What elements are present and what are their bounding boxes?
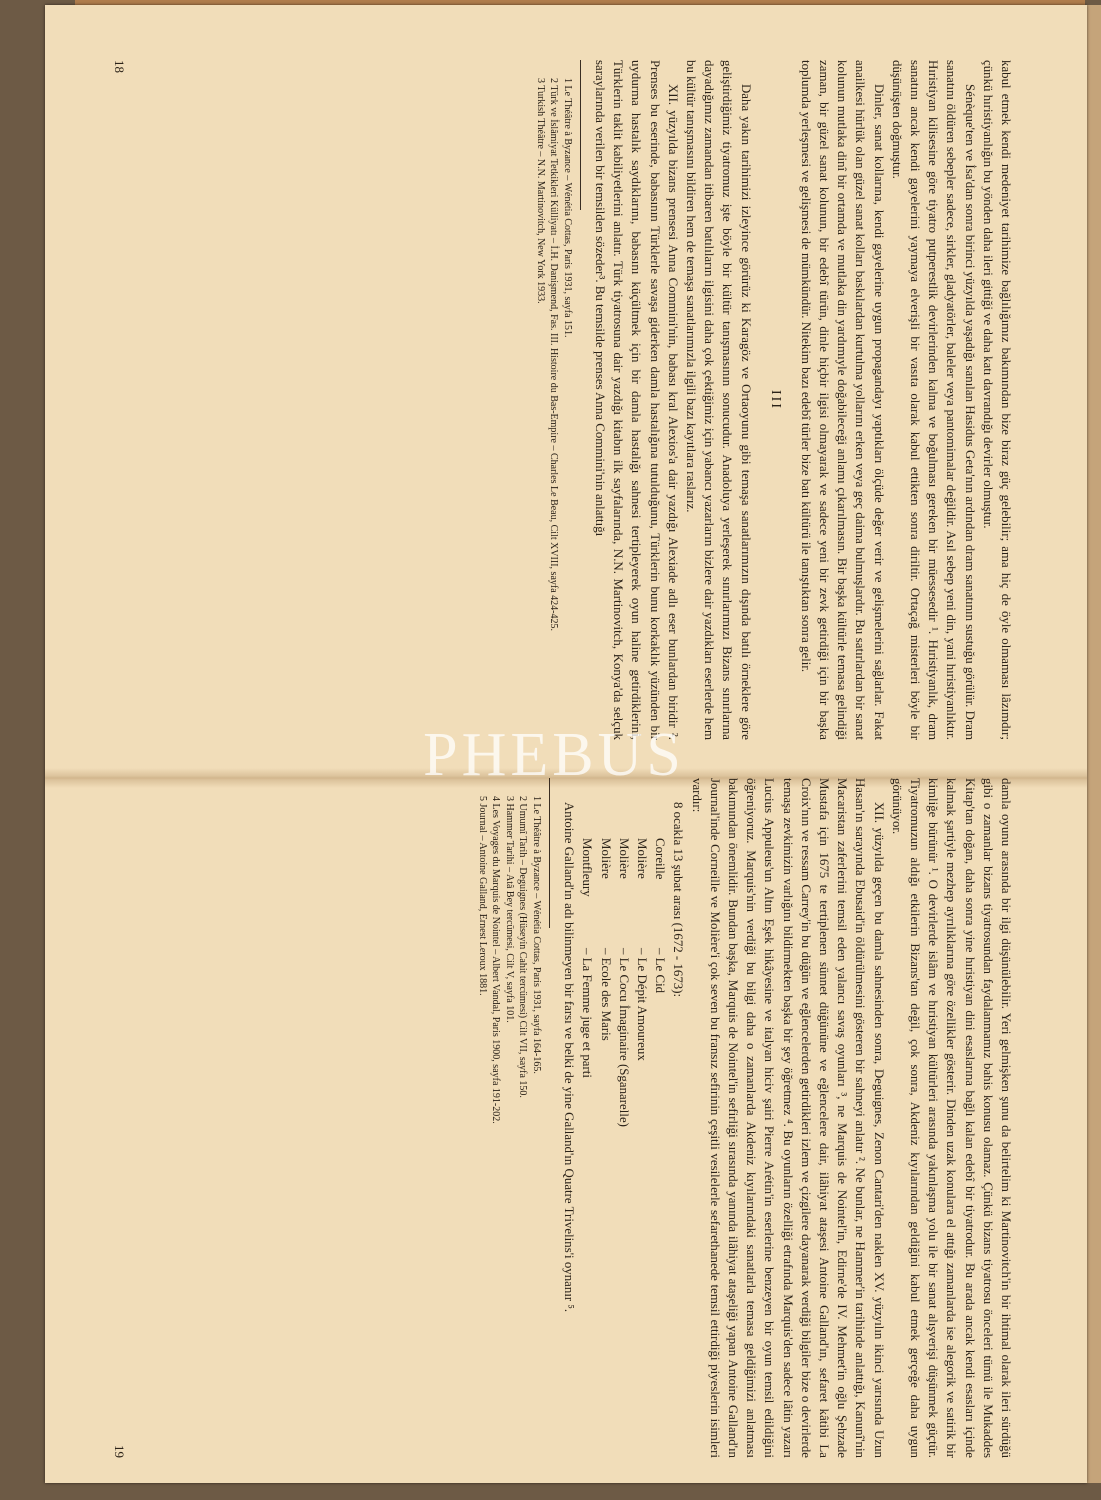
footnote: 2 Umumî Tarih – Deguignes (Hüseyin Cahit tercümesi) Cilt VII, sayfa 150. [517, 796, 529, 1098]
play-author: Molière [598, 838, 613, 879]
play-title: – Le Cocu İmaginaire (Sganarelle) [616, 948, 631, 1127]
footnote: 3 Hammer Tarihi – Atâ Bey tercümesi, Cilt V, sayfa 101. [503, 796, 515, 1023]
paragraph: Dinler, sanat kollarına, kendi gayelerine uygun propagandayı yaptıkları ölçüde değer verir ve gelişmelerini sağlarlar. Fakat anailkesi hürlük olan güzel sanat kolları baskılardan kurtulma yollarını erken veya geç daima bulmuşlardır. Bu satırlardan bir sanat kolunun mutlaka dinî bir ortamda ve mutlaka din yardımıyle doğabileceği anlamı çıkarılmasın. Bir başka kültürle temasa gelindiği zaman, bir güzel sanat kolunun, bir edebî türün, dinle hiçbir ilgisi olmayarak ve sadece yeni bir zevk getirdiği için bir başka toplumda yerleşmesi ve gelişmesi de mümkündür. Nitekim bazı edebî türler bize batı kültürü ile tanıştıktan sonra gelir. [798, 60, 886, 740]
paragraph: XII. yüzyılda geçen bu damla sahnesinden sonra, Deguignes, Zenon Cantari'den naklen XV. yüzyılın ikinci yarısında Uzun Hasan'ın sarayında Ebusaid'in öldürülmesini gösteren bir sahneyi anlatır ². Ne bunlar, ne Hammer'in tarihinde anlattığı, Kanunî'nin Macaristan zaferlerini temsil eden yalancı savaş oyunları ³, ne Marquis de Nointel'in, Edirne'de IV. Mehmet'in oğlu Şehzade Mustafa için 1675 te tertiplenen sünnet düğününe ve eğlencelere dair, ilâhiyat ataşesi Antoine Galland'ın, sefaret kâtibi La Croix'nın ve ressam Carrey'in bu düğün ve eğlencelerden getirdikleri izlem ve çizgilere dayanarak verdiği bilgiler bize o devirlerde temaşa zevkimizin varlığını bildirmekten başka bir şey öğretmez ⁴. Bu oyunların özelliği etrafında Marquis'den sadece lâtin yazarı Lucius Appuleus'un Altın Eşek hikâyesine ve italyan hiciv şairi Pierre Arétin'in eserlerine benzeyen bir oyun temsil edildiğini öğreniyoruz. Marquis'nin verdiği bu bilgi daha o zamanlarda Akdeniz kıyılarındaki sanatlarla temasa geldiğimizi anlatması bakımından önemlidir. Bundan başka, Marquis de Nointel'in sefirliği sırasında yanında ilâhiyat ataşeliği yapan Antoine Galland'ın Journal'inde Corneille ve Molière'i çok seven bu fransız sefirinin çeşitli vesilelerle sefarethanede temsil ettirdiği piyeslerin isimleri vardır: [689, 778, 886, 1458]
list-item [596, 838, 614, 1458]
footnote-divider [580, 60, 581, 210]
list-item [615, 838, 633, 1458]
watermark: PHEBUS [423, 721, 685, 789]
page-19-text [95, 778, 1015, 1458]
footnote: 5 Journal – Antoine Galland, Ernest Leroux 1881. [476, 796, 488, 996]
paragraph: XII. yüzyılda bizans prensesi Anna Commini'nin, babası kral Alexios'a dair yazdığı Alexiade adlı eser bunlardan biridir ². Prenses bu eserinde, babasının Türklerle savaşa giderken damla hastalığına tutulduğunu, Türklerin bunu korkaklık yüzünden bir uydurma hastalık saydıklarını, babasını küçültmek için bir damla hastalığı sahnesi tertipleyerek oyun haline getirdiklerini, Türklerin taklit kabiliyetlerini anlatır. Türk tiyatrosuna dair yazdığı kitabın ilk sayfalarında, N.N. Martinovitch, Konya'da selçuk saraylarında verilen bir temsilden sözeder³. Bu temsilde prenses Anna Commini'nin anlattığı [592, 60, 680, 740]
paragraph: damla oyunu arasında bir ilgi düşünülebilir. Yeri gelmişken şunu da belirtelim ki Martinovitch'in bir ihtimal olarak ileri sürdüğü gibi o zamanlar bizans tiyatrosundan faydalanmamız bahis konusu olamaz. Çünkü bizans tiyatrosu önceleri tümü ile Mukaddes Kitap'tan doğan, daha sonra yine hıristiyan dini esaslarına bağlı kalan edebî bir tiyatrodur. Bu arada ancak kendi esasları içinde kalmak şartiyle mezhep ayrılıklarına göre özellikler gösterir. Dinden uzak konulara el attığı zamanlarda ise alegorik ve satirik bir kimliğe bürünür ¹. O devirlerde islâm ve hıristiyan kültürleri arasında yakınlaşma yolu ile bir sanat alışverişi düşünmek güçtür. Tiyatromuzun aldığı etkilerin Bizans'tan değil, çok sonra, Akdeniz kıyılarından geldiğini kabul etmek gerçeğe daha uygun görünüyor. [889, 778, 1013, 1458]
footnote: 4 Les Voyages du Marquis de Nointel – Albert Vandal, Paris 1900, sayfa 191-202. [490, 796, 502, 1124]
paragraph: Daha yakın tarihimizi izleyince görürüz ki Karagöz ve Ortaoyunu gibi temaşa sanatlarımızın dışında batılı örneklere göre geliştirdiğimiz tiyatromuz işte böyle bir kültür tanışmasının sonucudur. Anadoluya yerleşerek sınırlarımızı Bizans sınırlarına dayadığımız zamandan itibaren batılıların ilgisini daha çok çektiğimiz için yabancı yazarların bizlere dair yazdıkları eserlerde hem bu kültür tanışmasını bildiren hem de temaşa sanatlarımızla ilgili bazı kayıtlara raslarız. [683, 60, 753, 740]
footnote: 3 Turkish Théâtre – N.N. Martinovitch, New York 1933. [534, 78, 546, 304]
page-19 [95, 778, 1015, 1458]
footnote: 1 Le Théâtre à Byzance – Wénétia Cottas, Paris 1931, sayfa 151. [561, 78, 573, 338]
paragraph: Sénèque'ten ve İsa'dan sonra birinci yüzyılda yaşadığı sanılan Hasidus Geta'nın ardından dram sanatının sustuğu görülür. Dram sanatını öldüren sebepler sadece, sirkler, gladyatörler, baleler veya pantomimalar değildir. Asıl sebep yeni din, yani hıristiyanlıktır. Hıristiyan kilisesine göre tiyatro putperestlik devirlerinden kalma ve boğulması gereken bir müessesedir ¹. Hıristiyanlık, dram sanatını ancak kendi gayelerini yaymaya elverişli bir vasıta olarak kabul ettikten sonra diriltir. Ortaçağ misterleri böyle bir düşünüşten doğmuştur. [889, 60, 977, 740]
play-title: – Ecole des Maris [598, 948, 613, 1041]
play-author: Coreille [653, 838, 668, 880]
play-title: – Le Dépit Amoureux [634, 948, 649, 1061]
play-author: Molière [634, 838, 649, 879]
play-title: – La Femme juge et parti [580, 948, 595, 1078]
paragraph: kabul etmek kendi medeniyet tarihimize bağlılığımız bakımından bize biraz güç gelebilir; ama hiç de öyle olmaması lâzımdır; çünkü hıristiyanlığın bu yönden daha ileri gittiği ve daha katı davrandığı devirler olmuştur. [980, 60, 1013, 740]
section-title: III [767, 390, 783, 410]
page-number: 19 [112, 1445, 127, 1458]
footnote: 1 Le Théâtre à Byzance – Wénétia Cottas, Paris 1931, sayfa 164-165. [530, 796, 542, 1074]
play-title: – Le Cid [653, 948, 668, 994]
page-18 [95, 60, 1015, 740]
play-author: Molière [616, 838, 631, 879]
list-item [633, 838, 651, 1458]
page-number: 18 [112, 60, 127, 73]
list-intro: 8 ocakla 13 şubat arası (1672 - 1673): [671, 802, 686, 998]
list-item [578, 838, 596, 1458]
footnote: 2 Türk ve İslâmiyat Tetkikleri Külliyatı – İ.H. Danişmend, Fas. III. Histoire du Bas-Empire – Charles Le Beau, Cilt XVIII, sayfa 424-425. [548, 78, 560, 631]
paragraph: Antoine Galland'ın adı bilinmeyen bir farsı ve belki de yine Galland'ın Quatre Trivelins'i oynanır ⁵. [562, 802, 577, 1313]
play-list [578, 778, 669, 1458]
play-author: Montfleury [580, 838, 595, 897]
list-item [651, 838, 669, 1458]
footnote-divider [549, 778, 550, 928]
page-18-text [95, 60, 1015, 740]
